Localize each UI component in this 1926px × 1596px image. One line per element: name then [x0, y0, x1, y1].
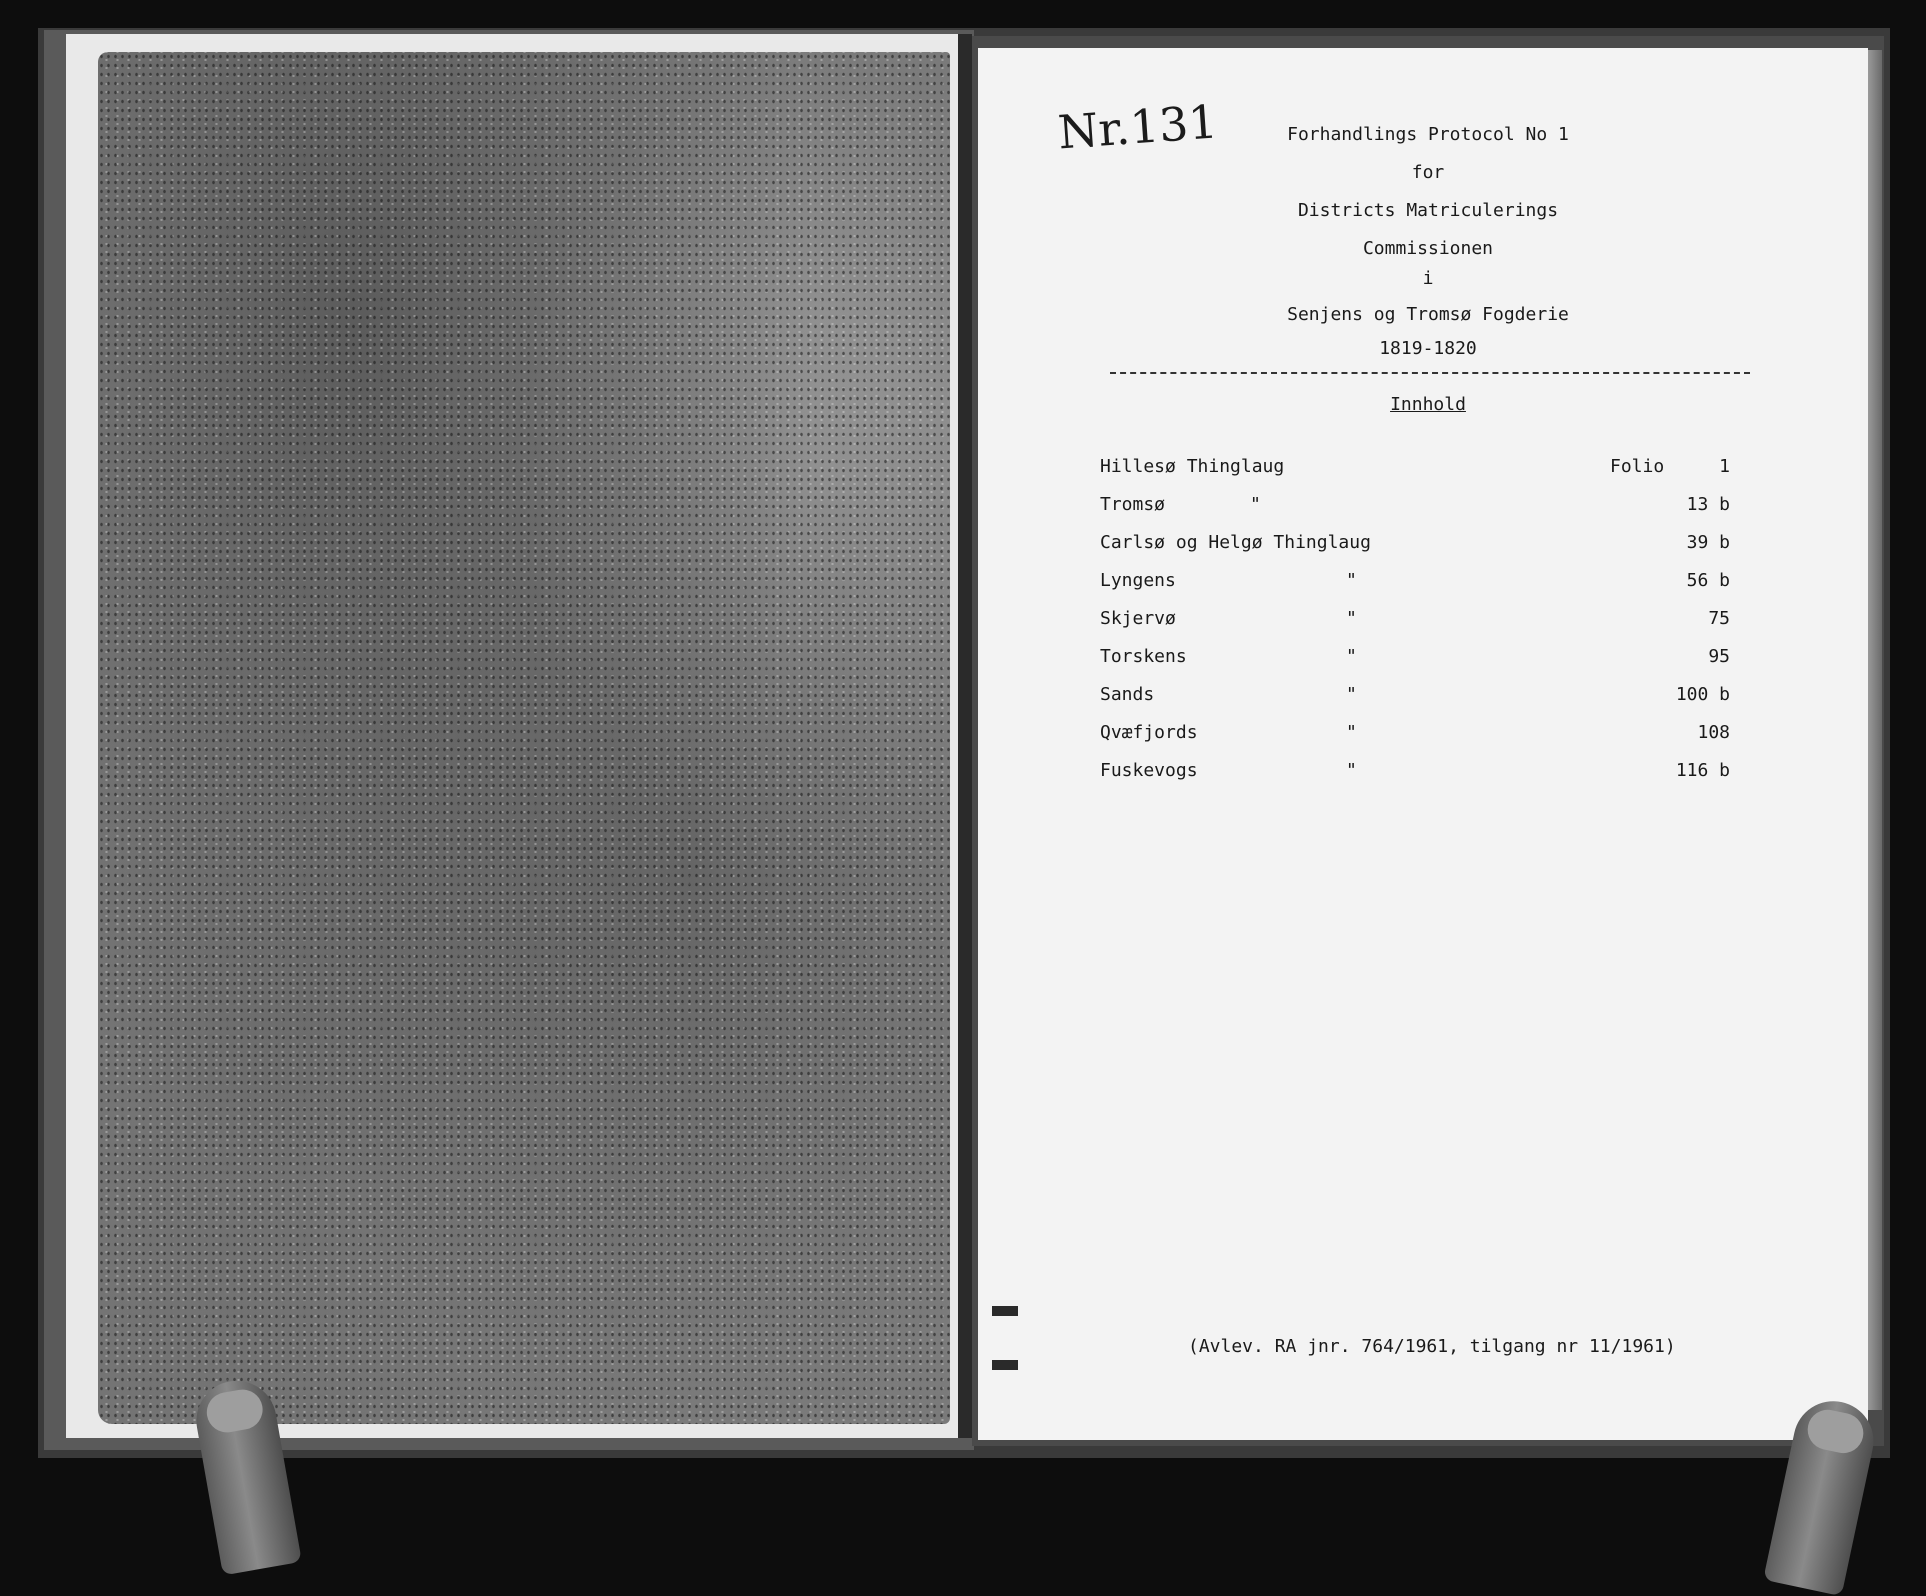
ditto-mark: " — [1346, 760, 1357, 781]
page-edge — [1868, 50, 1882, 1410]
contents-row — [1100, 494, 1760, 518]
title-line-7: 1819-1820 — [1379, 338, 1477, 359]
title-line-3: Districts Matriculerings — [1297, 200, 1559, 221]
contents-row — [1100, 532, 1760, 556]
entry-folio: 108 — [1697, 722, 1730, 743]
contents-row — [1100, 760, 1760, 784]
ditto-mark: " — [1346, 646, 1357, 667]
entry-name: Lyngens — [1100, 570, 1176, 591]
contents-row — [1100, 646, 1760, 670]
ditto-mark: " — [1346, 570, 1357, 591]
entry-folio: 13 b — [1686, 494, 1730, 515]
entry-name: Carlsø og Helgø Thinglaug — [1100, 532, 1371, 553]
title-line-5: i — [1422, 268, 1434, 289]
tab-marker — [992, 1306, 1018, 1316]
contents-row — [1100, 684, 1760, 708]
accession-note: (Avlev. RA jnr. 764/1961, tilgang nr 11/1961) — [1188, 1336, 1676, 1357]
tab-marker — [992, 1360, 1018, 1370]
handwritten-number: Nr.131 — [1056, 94, 1220, 160]
ditto-mark: " — [1346, 684, 1357, 705]
entry-folio: 39 b — [1686, 532, 1730, 553]
contents-heading: Innhold — [1390, 394, 1466, 415]
entry-name: Hillesø Thinglaug — [1100, 456, 1285, 477]
entry-folio: 116 b — [1675, 760, 1730, 781]
entry-name: Tromsø — [1100, 494, 1166, 515]
contents-row — [1100, 456, 1760, 480]
ditto-mark: " — [1346, 722, 1357, 743]
book-spine — [958, 34, 972, 1438]
entry-name: Skjervø — [1100, 608, 1176, 629]
title-line-2: for — [1411, 162, 1445, 183]
entry-folio: 75 — [1708, 608, 1730, 629]
entry-name: Sands — [1100, 684, 1155, 705]
dashed-divider — [1110, 372, 1750, 374]
entry-name: Qvæfjords — [1100, 722, 1198, 743]
entry-name: Torskens — [1100, 646, 1187, 667]
entry-name: Fuskevogs — [1100, 760, 1198, 781]
ditto-mark: " — [1250, 494, 1261, 515]
entry-folio: 56 b — [1686, 570, 1730, 591]
title-line-1: Forhandlings Protocol No 1 — [1287, 124, 1569, 145]
marbled-paper — [98, 52, 950, 1424]
ditto-mark: " — [1346, 608, 1357, 629]
entry-folio: 95 — [1708, 646, 1730, 667]
contents-row — [1100, 570, 1760, 594]
title-line-4: Commissionen — [1362, 238, 1494, 259]
folio-label: Folio — [1610, 456, 1665, 477]
entry-folio: 100 b — [1675, 684, 1730, 705]
entry-folio: 1 — [1719, 456, 1730, 477]
contents-row — [1100, 722, 1760, 746]
title-line-6: Senjens og Tromsø Fogderie — [1287, 304, 1569, 325]
contents-row — [1100, 608, 1760, 632]
